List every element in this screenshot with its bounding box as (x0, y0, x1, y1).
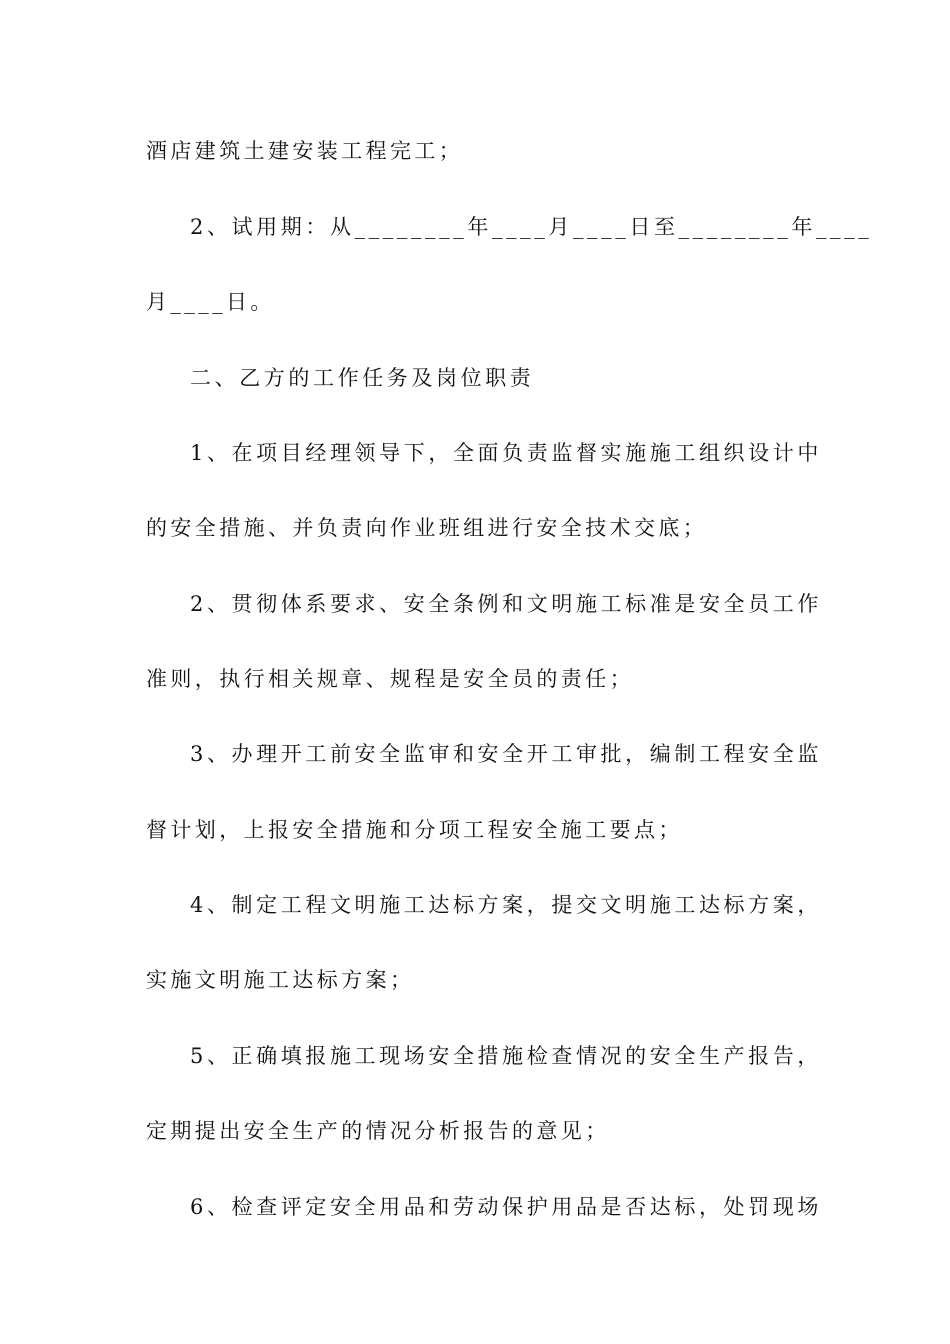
text-line-6: 的安全措施、并负责向作业班组进行安全技术交底； (146, 516, 708, 540)
text-line-11: 4、制定工程文明施工达标方案，提交文明施工达标方案， (190, 893, 822, 917)
text-line-1: 酒店建筑土建安装工程完工； (146, 139, 464, 163)
text-line-10: 督计划，上报安全措施和分项工程安全施工要点； (146, 818, 683, 842)
text-line-12: 实施文明施工达标方案； (146, 968, 415, 992)
text-line-3: 月____日。 (146, 290, 275, 314)
text-line-15: 6、检查评定安全用品和劳动保护用品是否达标，处罚现场 (190, 1195, 822, 1219)
text-line-14: 定期提出安全生产的情况分析报告的意见； (146, 1119, 610, 1143)
text-line-2: 2、试用期：从________年____月____日至________年____ (190, 215, 873, 239)
text-line-5: 1、在项目经理领导下，全面负责监督实施施工组织设计中 (190, 441, 822, 465)
text-line-13: 5、正确填报施工现场安全措施检查情况的安全生产报告， (190, 1044, 822, 1068)
text-line-9: 3、办理开工前安全监审和安全开工审批，编制工程安全监 (190, 742, 822, 766)
section-heading: 二、乙方的工作任务及岗位职责 (190, 366, 535, 390)
text-line-8: 准则，执行相关规章、规程是安全员的责任； (146, 667, 634, 691)
text-line-7: 2、贯彻体系要求、安全条例和文明施工标准是安全员工作 (190, 592, 822, 616)
